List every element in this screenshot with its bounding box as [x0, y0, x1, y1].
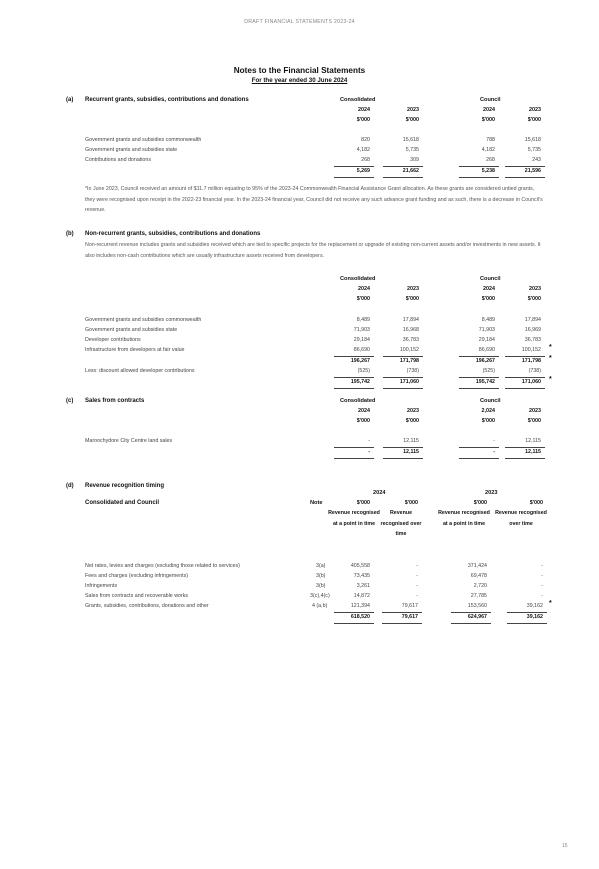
total-cell: -	[493, 449, 495, 455]
table-row-label: Developer contributions	[85, 337, 141, 343]
table-cell: 27,785	[470, 593, 487, 599]
rule	[383, 177, 423, 178]
table-row-note: 3(c),4(c)	[310, 593, 330, 599]
table-cell: 29,184	[478, 337, 495, 343]
subtotal-cell: 196,267	[350, 358, 370, 364]
table-row-label: Less: discount allowed developer contributions	[85, 368, 195, 374]
note-a-group-consolidated: Consolidated	[340, 97, 376, 103]
table-row-label: Government grants and subsidies commonwealth	[85, 137, 202, 143]
note-a-year: 2024	[358, 107, 370, 113]
table-cell: 29,184	[353, 337, 370, 343]
note-b-unit: $'000	[405, 296, 419, 302]
table-cell: 5,735	[527, 147, 541, 153]
note-b-unit: $'000	[481, 296, 495, 302]
note-d-unit: $'000	[404, 500, 418, 506]
table-cell: 100,152	[399, 347, 419, 353]
table-cell: 17,894	[402, 317, 419, 323]
total-cell: 171,060	[521, 379, 541, 385]
table-cell: 4,182	[356, 147, 370, 153]
note-a-year: 2023	[407, 107, 419, 113]
total-cell: 12,115	[525, 449, 541, 455]
table-cell: 16,969	[524, 327, 541, 333]
note-a-unit: $'000	[356, 117, 370, 123]
note-c-year: 2024	[358, 408, 370, 414]
table-row-label: Fees and charges (excluding infringements)	[85, 573, 189, 579]
rule	[459, 447, 499, 448]
note-d-note-column: Note	[310, 500, 323, 506]
note-c-unit: $'000	[405, 418, 419, 424]
note-d-unit: $'000	[529, 500, 543, 506]
note-d-col-head: Revenue recognised over time	[380, 510, 422, 537]
table-cell: -	[416, 593, 418, 599]
table-cell: -	[368, 438, 370, 444]
total-cell: 12,115	[403, 449, 419, 455]
table-cell: 14,872	[353, 593, 370, 599]
rule	[334, 356, 374, 357]
note-d-year-2024: 2024	[373, 490, 386, 496]
rule	[459, 377, 499, 378]
note-d-unit: $'000	[473, 500, 487, 506]
table-cell: 405,558	[350, 563, 370, 569]
rule	[459, 388, 499, 389]
table-row-label: Infrastructure from developers at fair value	[85, 347, 185, 353]
document-header: DRAFT FINANCIAL STATEMENTS 2023-24	[244, 19, 355, 25]
asterisk-marker: *	[549, 600, 552, 607]
note-b-heading: Non-recurrent grants, subsidies, contributions and donations	[85, 231, 261, 237]
rule	[383, 356, 423, 357]
table-cell: 4,182	[481, 147, 495, 153]
rule	[383, 166, 423, 167]
table-cell: (738)	[528, 368, 541, 374]
table-cell: 371,424	[467, 563, 487, 569]
note-a-group-council: Council	[480, 97, 501, 103]
note-c-unit: $'000	[481, 418, 495, 424]
total-cell: 79,617	[401, 614, 418, 620]
table-cell: 69,478	[470, 573, 487, 579]
subtotal-cell: 196,267	[475, 358, 495, 364]
table-cell: 12,115	[525, 438, 541, 444]
note-a-year: 2023	[529, 107, 541, 113]
asterisk-marker: *	[549, 344, 552, 351]
rule	[505, 388, 545, 389]
rule	[334, 388, 374, 389]
rule	[334, 177, 374, 178]
table-cell: 79,617	[401, 603, 418, 609]
note-d-col-head: Revenue recognised over time	[495, 510, 547, 527]
rule	[505, 447, 545, 448]
note-a-letter: (a)	[66, 97, 74, 103]
note-c-year: 2,024	[481, 408, 495, 414]
rule	[505, 177, 545, 178]
total-cell: -	[368, 449, 370, 455]
note-a-paragraph: *In June 2023, Council received an amount of $11.7 million equating to 95% of the 2023-24 Commonwealth Financial Assistance Grant allocation. As these grants are considered untied grants, they were recognised upon receipt in the 2022-23 financial year. In the 2023-24 financial year, Council did not receive any such advance grant funding and as such, there is a decrease in Council's revenue.	[85, 186, 543, 214]
table-row-label: Infringements	[85, 583, 118, 589]
table-cell: 71,903	[353, 327, 370, 333]
table-row-label: Net rates, levies and charges (excluding those related to services)	[85, 563, 240, 569]
table-cell: 153,560	[467, 603, 487, 609]
table-row-label: Sales from contracts and recoverable works	[85, 593, 189, 599]
asterisk-marker: *	[549, 376, 552, 383]
rule	[383, 377, 423, 378]
rule	[451, 612, 491, 613]
note-c-group-consolidated: Consolidated	[340, 398, 376, 404]
table-cell: -	[416, 573, 418, 579]
table-cell: -	[541, 583, 543, 589]
asterisk-marker: *	[549, 355, 552, 362]
note-d-heading: Revenue recognition timing	[85, 483, 165, 489]
rule	[334, 166, 374, 167]
table-cell: 36,783	[402, 337, 419, 343]
total-cell: 195,742	[350, 379, 370, 385]
table-cell: (525)	[482, 368, 495, 374]
table-cell: -	[541, 593, 543, 599]
note-a-unit: $'000	[405, 117, 419, 123]
note-c-unit: $'000	[356, 418, 370, 424]
total-cell: 21,596	[524, 168, 541, 174]
note-c-unit: $'000	[527, 418, 541, 424]
note-b-letter: (b)	[66, 231, 74, 237]
subtotal-cell: 171,798	[521, 358, 541, 364]
note-d-year-2023: 2023	[485, 490, 498, 496]
total-cell: 21,662	[402, 168, 419, 174]
note-d-col-head: Revenue recognised at a point in time	[328, 510, 380, 527]
note-c-year: 2023	[529, 408, 541, 414]
note-b-group-council: Council	[480, 276, 501, 282]
note-d-letter: (d)	[66, 483, 74, 489]
table-cell: -	[493, 438, 495, 444]
table-cell: 788	[486, 137, 495, 143]
table-cell: 86,690	[353, 347, 370, 353]
note-d-col-head: Revenue recognised at a point in time	[438, 510, 490, 527]
rule	[459, 166, 499, 167]
table-cell: 268	[486, 157, 495, 163]
rule	[507, 623, 547, 624]
table-cell: 8,489	[481, 317, 495, 323]
table-cell: -	[416, 583, 418, 589]
table-row-note: 3(b)	[316, 583, 326, 589]
rule	[334, 623, 374, 624]
note-b-year: 2024	[483, 286, 495, 292]
note-b-paragraph: Non-recurrent revenue includes grants and subsidies received which are tied to specific projects for the replacement or upgrade of existing non-current assets and/or investments in new assets. It also includes non-cash contributions which are usually infrastructure assets received from developers.	[85, 242, 541, 259]
rule	[383, 388, 423, 389]
note-b-unit: $'000	[527, 296, 541, 302]
rule	[459, 177, 499, 178]
table-cell: -	[416, 563, 418, 569]
table-cell: 309	[410, 157, 419, 163]
rule	[382, 612, 422, 613]
rule	[505, 166, 545, 167]
note-b-year: 2023	[529, 286, 541, 292]
note-a-unit: $'000	[527, 117, 541, 123]
subtotal-cell: 171,798	[399, 358, 419, 364]
table-cell: 8,489	[356, 317, 370, 323]
total-cell: 5,269	[356, 168, 370, 174]
table-cell: (738)	[406, 368, 419, 374]
table-cell: 100,152	[521, 347, 541, 353]
note-d-unit: $'000	[356, 500, 370, 506]
page-number: 15	[562, 843, 568, 849]
note-b-group-consolidated: Consolidated	[340, 276, 376, 282]
rule	[505, 356, 545, 357]
rule	[382, 623, 422, 624]
table-cell: 36,783	[524, 337, 541, 343]
total-cell: 5,238	[481, 168, 495, 174]
note-b-year: 2023	[407, 286, 419, 292]
table-row-label: Grants, subsidies, contributions, donations and other	[85, 603, 209, 609]
note-b-year: 2024	[358, 286, 370, 292]
rule	[383, 447, 423, 448]
rule	[451, 623, 491, 624]
rule	[383, 458, 423, 459]
table-cell: 2,720	[473, 583, 487, 589]
table-cell: -	[541, 573, 543, 579]
page-subtitle-text: For the year ended 30 June 2024	[251, 77, 348, 84]
note-a-heading: Recurrent grants, subsidies, contributions and donations	[85, 97, 249, 103]
table-cell: 71,903	[478, 327, 495, 333]
table-cell: 15,618	[524, 137, 541, 143]
note-c-group-council: Council	[480, 398, 501, 404]
table-row-note: 3(b)	[316, 573, 326, 579]
table-cell: 243	[532, 157, 541, 163]
table-cell: 15,618	[402, 137, 419, 143]
rule	[334, 377, 374, 378]
page-title: Notes to the Financial Statements	[233, 66, 366, 75]
table-cell: 121,394	[350, 603, 370, 609]
table-row-label: Government grants and subsidies state	[85, 327, 178, 333]
table-cell: -	[541, 563, 543, 569]
table-row-label: Maroochydore City Centre land sales	[85, 438, 173, 444]
table-cell: 73,435	[353, 573, 370, 579]
table-row-label: Contributions and donations	[85, 157, 151, 163]
table-cell: 268	[361, 157, 370, 163]
table-cell: 39,162	[526, 603, 543, 609]
note-c-year: 2023	[407, 408, 419, 414]
note-a-year: 2024	[483, 107, 495, 113]
rule	[334, 612, 374, 613]
rule	[505, 377, 545, 378]
table-cell: 17,894	[524, 317, 541, 323]
table-cell: 12,115	[403, 438, 419, 444]
total-cell: 195,742	[475, 379, 495, 385]
table-row-note: 4 (a,b)	[312, 603, 328, 609]
table-row-label: Government grants and subsidies state	[85, 147, 178, 153]
table-cell: 3,261	[356, 583, 370, 589]
table-row-note: 3(a)	[316, 563, 326, 569]
table-cell: 86,690	[478, 347, 495, 353]
rule	[459, 458, 499, 459]
total-cell: 618,520	[350, 614, 370, 620]
note-c-heading: Sales from contracts	[85, 398, 145, 404]
rule	[505, 458, 545, 459]
note-d-subheading: Consolidated and Council	[85, 500, 160, 506]
total-cell: 171,060	[399, 379, 419, 385]
note-a-unit: $'000	[481, 117, 495, 123]
table-cell: (525)	[357, 368, 370, 374]
rule	[459, 356, 499, 357]
note-b-unit: $'000	[356, 296, 370, 302]
rule	[334, 447, 374, 448]
page-subtitle	[0, 77, 599, 84]
table-cell: 16,968	[402, 327, 419, 333]
table-row-label: Government grants and subsidies commonwealth	[85, 317, 202, 323]
table-cell: 5,735	[405, 147, 419, 153]
total-cell: 624,967	[467, 614, 487, 620]
rule	[334, 458, 374, 459]
table-cell: 820	[361, 137, 370, 143]
total-cell: 39,162	[526, 614, 543, 620]
note-c-letter: (c)	[66, 398, 74, 404]
rule	[507, 612, 547, 613]
